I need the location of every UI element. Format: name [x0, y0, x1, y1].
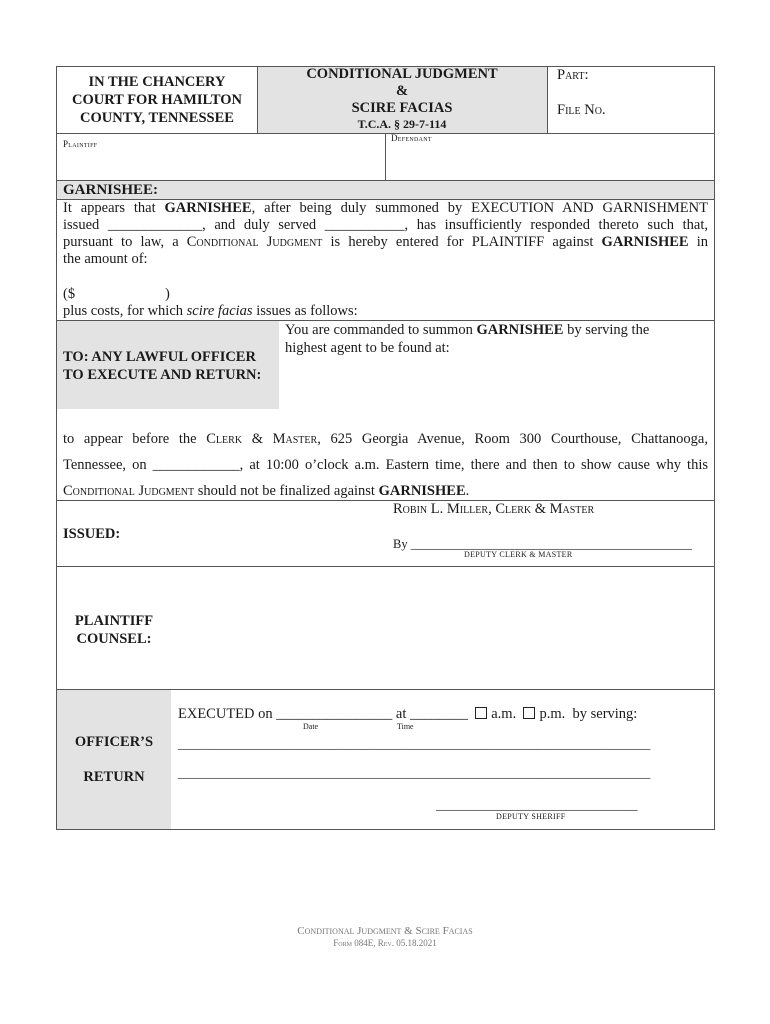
appear-line-2: Tennessee, on ____________, at 10:00 o’clock a.m. Eastern time, there and then to show cause why this: [63, 457, 708, 473]
at-text: at: [395, 706, 407, 722]
defendant-label: Defendant: [391, 133, 432, 143]
garnishee-paragraph-line-2: issued _____________, and duly served ___________, has insufficiently responded thereto such that,: [63, 217, 708, 233]
border-line: [385, 133, 386, 180]
text: is hereby entered for PLAINTIFF against: [330, 234, 594, 250]
conditional-judgment-term: Conditional Judgment: [186, 234, 323, 250]
text: issues as follows:: [256, 303, 358, 319]
text: , after being duly summoned by EXECUTION AND GARNISHMENT: [251, 200, 708, 216]
court-line-2: COURT FOR HAMILTON: [71, 92, 243, 108]
garnishee-heading: GARNISHEE:: [63, 182, 159, 198]
footer-title: Conditional Judgment & Scire Facias: [297, 925, 473, 937]
clerk-master-term: Clerk & Master: [206, 431, 318, 447]
pm-checkbox[interactable]: [523, 707, 535, 719]
text: You are commanded to summon: [285, 322, 473, 338]
summon-line-2: highest agent to be found at:: [285, 340, 450, 356]
time-label: Time: [397, 722, 414, 731]
counsel-line-2: COUNSEL:: [76, 631, 152, 647]
text: , 625 Georgia Avenue, Room 300 Courthouse, Chattanooga,: [317, 431, 708, 447]
plaintiff-counsel-label: [57, 612, 171, 648]
border-line: [56, 320, 715, 321]
text: by serving the: [567, 322, 650, 338]
served-blank-line-1: ___________________________________________________________________________: [178, 737, 651, 751]
am-checkbox[interactable]: [475, 707, 487, 719]
garnishee-term: GARNISHEE: [164, 200, 252, 216]
garnishee-term: GARNISHEE: [601, 234, 689, 250]
border-line: [714, 66, 715, 830]
served-blank-line-2: ___________________________________________________________________________: [178, 766, 651, 780]
appear-line-1: [63, 431, 708, 448]
to-officer-heading: [63, 348, 261, 384]
part-label: Part:: [557, 67, 589, 83]
text: It appears that: [63, 200, 156, 216]
footer-form-number: Form 084E, Rev. 05.18.2021: [333, 938, 437, 948]
statute-citation: T.C.A. § 29-7-114: [357, 117, 447, 131]
text: .: [465, 483, 470, 499]
issued-label: ISSUED:: [63, 526, 121, 542]
officers-return-shading: [57, 690, 171, 830]
text: plus costs, for which: [63, 303, 184, 319]
to-line-2: TO EXECUTE AND RETURN:: [63, 367, 262, 383]
text: to appear before the: [63, 431, 197, 447]
text: should not be finalized against: [197, 483, 375, 499]
file-number-label: File No.: [557, 102, 606, 118]
amount-open: ($: [63, 286, 76, 302]
border-line: [56, 689, 715, 690]
border-line: [547, 66, 548, 133]
title-line-3: SCIRE FACIAS: [351, 100, 453, 116]
border-line: [56, 500, 715, 501]
text: in: [696, 234, 708, 250]
clerk-name: Robin L. Miller, Clerk & Master: [393, 501, 595, 517]
pm-label: p.m.: [539, 706, 566, 722]
by-serving-text: by serving:: [572, 706, 638, 722]
date-label: Date: [303, 722, 319, 731]
amount-close: ): [165, 286, 170, 302]
time-blank: ________: [409, 706, 468, 722]
garnishee-paragraph-line-3: [63, 234, 708, 251]
border-line: [56, 66, 57, 830]
am-label: a.m.: [491, 706, 517, 722]
form-title: [257, 66, 547, 132]
counsel-line-1: PLAINTIFF: [74, 613, 154, 629]
date-blank: ________________: [276, 706, 393, 722]
title-line-1: CONDITIONAL JUDGMENT: [306, 66, 498, 82]
text: pursuant to law, a: [63, 234, 179, 250]
issued-by-line: By _____________________________________________: [393, 537, 692, 551]
conditional-judgment-term: Conditional Judgment: [63, 483, 195, 499]
garnishee-term: GARNISHEE: [476, 322, 564, 338]
executed-line: [178, 706, 637, 723]
plaintiff-label: Plaintiff: [63, 139, 98, 149]
garnishee-paragraph-line-1: [63, 200, 708, 217]
summon-line-1: [285, 322, 649, 339]
scire-facias-term: scire facias: [186, 303, 253, 319]
sheriff-signature-line: ________________________________: [436, 798, 638, 812]
title-line-2: &: [395, 83, 409, 99]
border-line: [56, 566, 715, 567]
court-line-3: COUNTY, TENNESSEE: [80, 110, 234, 126]
appear-line-3: [63, 483, 469, 500]
garnishee-paragraph-line-4: the amount of:: [63, 251, 148, 267]
garnishee-term: GARNISHEE: [378, 483, 466, 499]
border-line: [56, 829, 715, 830]
officers-return-label-2: RETURN: [83, 769, 145, 785]
officers-return-label-1: OFFICER’S: [74, 734, 154, 750]
court-name: [57, 73, 257, 127]
executed-on-text: EXECUTED on: [178, 706, 273, 722]
costs-line: [63, 303, 358, 320]
to-line-1: TO: ANY LAWFUL OFFICER: [63, 349, 256, 365]
deputy-sheriff-label: DEPUTY SHERIFF: [496, 812, 566, 821]
court-line-1: IN THE CHANCERY: [88, 74, 226, 90]
deputy-clerk-label: DEPUTY CLERK & MASTER: [464, 550, 573, 559]
